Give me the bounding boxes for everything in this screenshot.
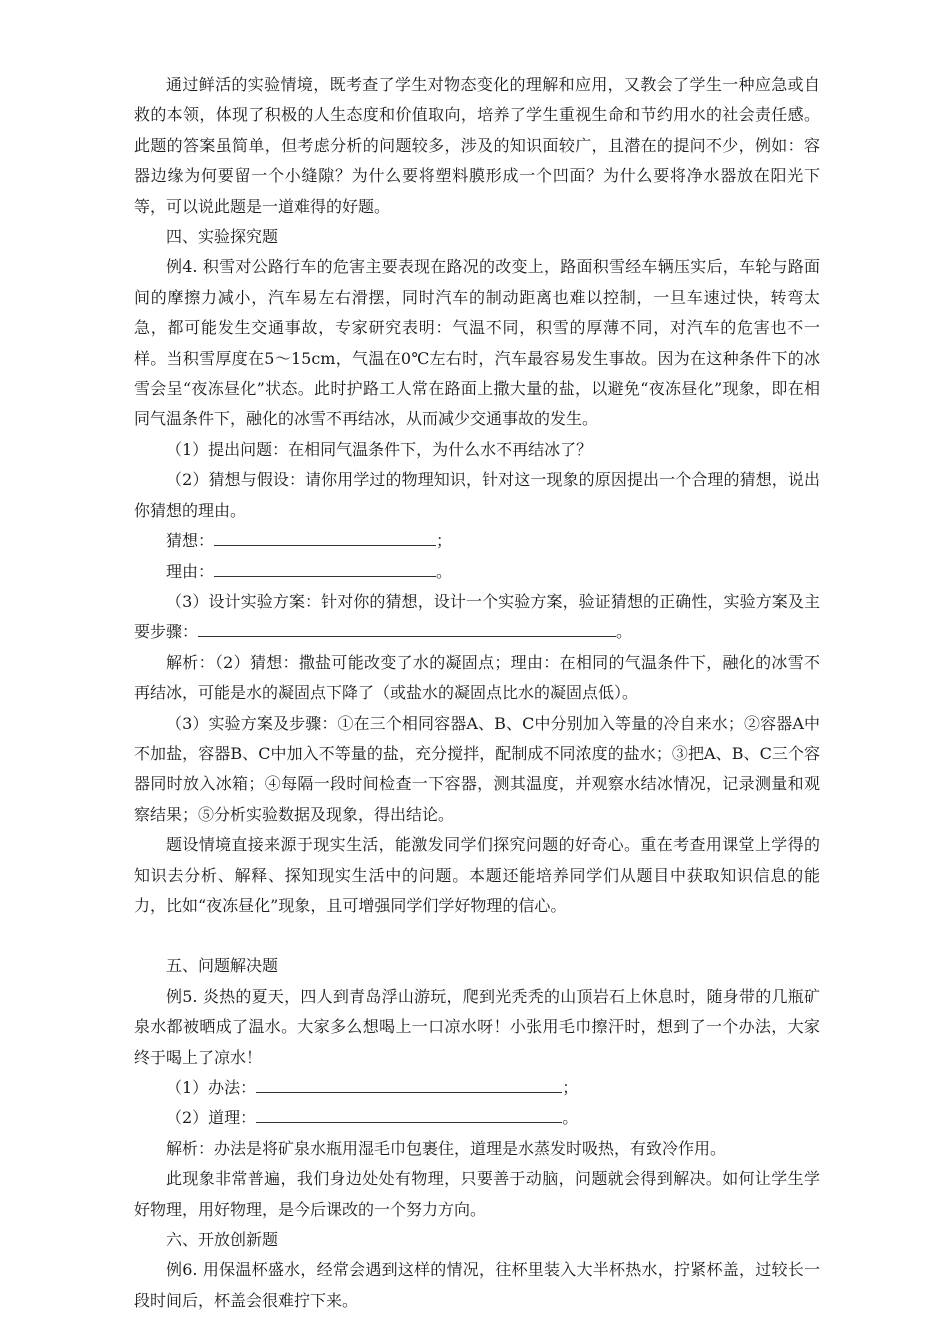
reason-label: 理由： [166,561,215,581]
section-gap [134,921,820,951]
question-1: （1）提出问题：在相同气温条件下，为什么水不再结冰了？ [166,439,593,459]
principle-line [134,1103,820,1133]
example-6-text: 例6. 用保温杯盛水，经常会遇到这样的情况，往杯里装入大半杯热水，拧紧杯盖，过较长一段时间后，杯盖会很难拧下来。 [134,1260,820,1310]
answer-3: （3）实验方案及步骤：①在三个相同容器A、B、C中分别加入等量的冷自来水；②容器A中不加盐，容器B、C中加入不等量的盐，充分搅拌，配制成不同浓度的盐水；③把A、B、C三个容器同时放入冰箱；④每隔一段时间检查一下容器，测其温度，并观察水结冰情况，记录测量和观察结果；⑤分析实验数据及现象，得出结论。 [134,713,820,824]
guess-blank[interactable] [214,527,436,546]
section-heading-experiment: 四、实验探究题 [166,227,279,247]
reason-blank[interactable] [214,558,436,577]
paragraph-analysis-summary: 通过鲜活的实验情境，既考查了学生对物态变化的理解和应用，又教会了学生一种应急或自救的本领，体现了积极的人生态度和价值取向，培养了学生重视生命和节约用水的社会责任感。此题的答案虽简单，但考虑分析的问题较多，涉及的知识面较广，且潜在的提问不少，例如：容器边缘为何要留一个小缝隙？为什么要将塑料膜形成一个凹面？为什么要将净水器放在阳光下等，可以说此题是一道难得的好题。 [134,75,820,216]
example-4-text: 例4. 积雪对公路行车的危害主要表现在路况的改变上，路面积雪经车辆压实后，车轮与路面间的摩擦力减小，汽车易左右滑摆，同时汽车的制动距离也难以控制，一旦车速过快，转弯太急，都可能发生交通事故，专家研究表明：气温不同，积雪的厚薄不同，对汽车的危害也不一样。当积雪厚度在5～15cm，气温在0℃左右时，汽车最容易发生事故。因为在这种条件下的冰雪会呈“夜冻昼化”状态。此时护路工人常在路面上撒大量的盐，以避免“夜冻昼化”现象，即在相同气温条件下，融化的冰雪不再结冰，从而减少交通事故的发生。 [134,257,820,429]
question-2: （2）猜想与假设：请你用学过的物理知识，针对这一现象的原因提出一个合理的猜想，说出你猜想的理由。 [134,470,820,520]
principle-end: 。 [562,1108,579,1128]
plan-blank[interactable] [198,618,616,637]
section-heading-open-innovation: 六、开放创新题 [166,1230,279,1250]
answer-5: 解析：办法是将矿泉水瓶用湿毛巾包裹住，道理是水蒸发时吸热，有致冷作用。 [166,1138,727,1158]
method-line [134,1073,820,1103]
principle-label: （2）道理： [166,1108,257,1128]
guess-end: ； [436,531,453,551]
principle-blank[interactable] [256,1104,562,1123]
method-end: ； [562,1078,579,1097]
guess-label: 猜想： [166,531,215,551]
method-label: （1）办法： [166,1078,257,1097]
reason-line [134,557,820,587]
question-3-end: 。 [616,622,633,642]
guess-line [134,526,820,556]
section-heading-problem-solving: 五、问题解决题 [166,956,279,976]
method-blank[interactable] [256,1074,562,1093]
document-body [134,70,820,1316]
answer-2: 解析：（2）猜想：撒盐可能改变了水的凝固点；理由：在相同的气温条件下，融化的冰雪不再结冰，可能是水的凝固点下降了（或盐水的凝固点比水的凝固点低）。 [134,652,820,703]
question-3-text: （3）设计实验方案：针对你的猜想，设计一个实验方案，验证猜想的正确性，实验方案及主要步骤： [134,591,820,642]
reason-end: 。 [436,561,453,581]
question-3 [134,587,820,648]
comment-example-4: 题设情境直接来源于现实生活，能激发同学们探究问题的好奇心。重在考查用课堂上学得的知识去分析、解释、探知现实生活中的问题。本题还能培养同学们从题目中获取知识信息的能力，比如“夜冻昼化”现象，且可增强同学们学好物理的信心。 [134,835,820,915]
example-5-text: 例5. 炎热的夏天，四人到青岛浮山游玩，爬到光秃秃的山顶岩石上休息时，随身带的几瓶矿泉水都被晒成了温水。大家多么想喝上一口凉水呀！小张用毛巾擦汗时，想到了一个办法，大家终于喝上了凉水！ [134,986,820,1067]
comment-example-5: 此现象非常普遍，我们身边处处有物理，只要善于动脑，问题就会得到解决。如何让学生学好物理，用好物理，是今后课改的一个努力方向。 [134,1169,820,1219]
